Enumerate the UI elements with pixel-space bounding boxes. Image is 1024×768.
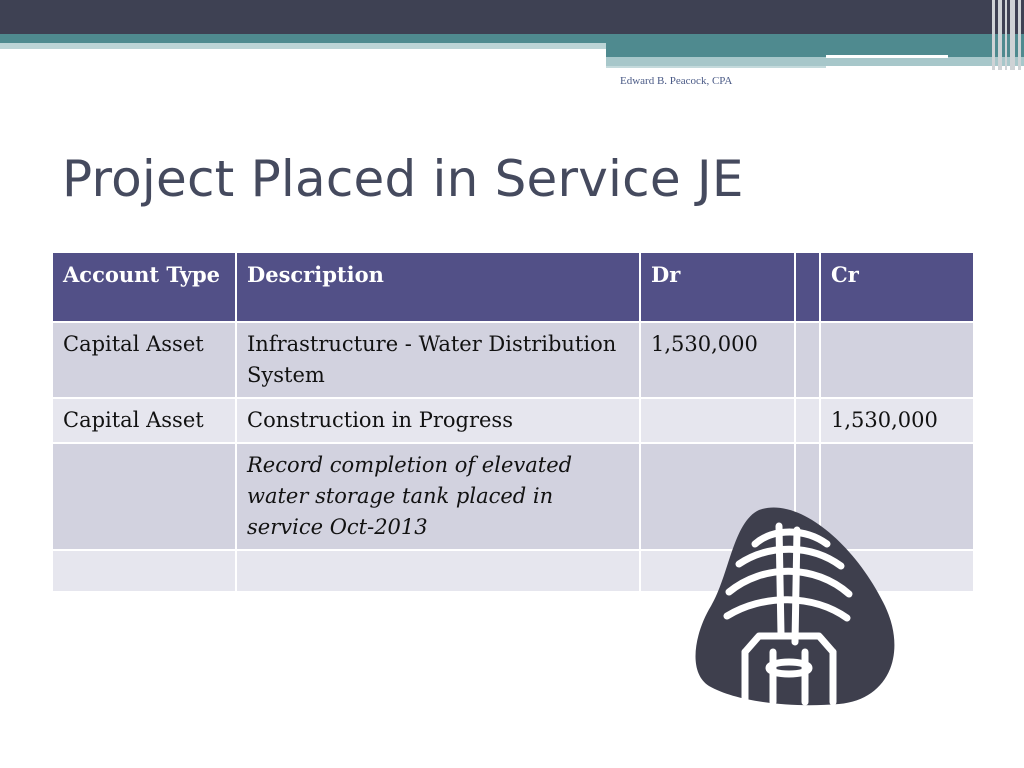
cell-account-type	[52, 443, 236, 550]
cell-account-type: Capital Asset	[52, 398, 236, 443]
pale-strip	[0, 43, 610, 49]
header-account-type: Account Type	[52, 252, 236, 322]
right-teal-block	[606, 43, 1024, 57]
white-accent-line	[826, 55, 948, 58]
cell-description: Infrastructure - Water Distribution System	[236, 322, 640, 398]
top-banner	[0, 0, 1024, 34]
cell-account-type: Capital Asset	[52, 322, 236, 398]
header-spacer	[795, 252, 820, 322]
cell-spacer	[795, 398, 820, 443]
right-pale-block	[606, 57, 1024, 66]
cell-description	[236, 550, 640, 592]
cell-cr: 1,530,000	[820, 398, 974, 443]
cell-dr	[640, 398, 795, 443]
header-description: Description	[236, 252, 640, 322]
vertical-stripes	[990, 0, 1024, 70]
header-cr: Cr	[820, 252, 974, 322]
cell-dr: 1,530,000	[640, 322, 795, 398]
thin-divider-line	[606, 66, 826, 68]
cell-spacer	[795, 322, 820, 398]
header-dr: Dr	[640, 252, 795, 322]
cell-cr	[820, 322, 974, 398]
water-tower-icon	[693, 502, 901, 708]
table-header-row	[52, 252, 974, 322]
table-row	[52, 398, 974, 443]
author-name: Edward B. Peacock, CPA	[620, 75, 733, 87]
teal-strip	[0, 34, 1024, 43]
cell-description-memo: Record completion of elevated water storage tank placed in service Oct-2013	[236, 443, 640, 550]
slide-title: Project Placed in Service JE	[62, 150, 744, 208]
cell-account-type	[52, 550, 236, 592]
table-row	[52, 322, 974, 398]
cell-description: Construction in Progress	[236, 398, 640, 443]
